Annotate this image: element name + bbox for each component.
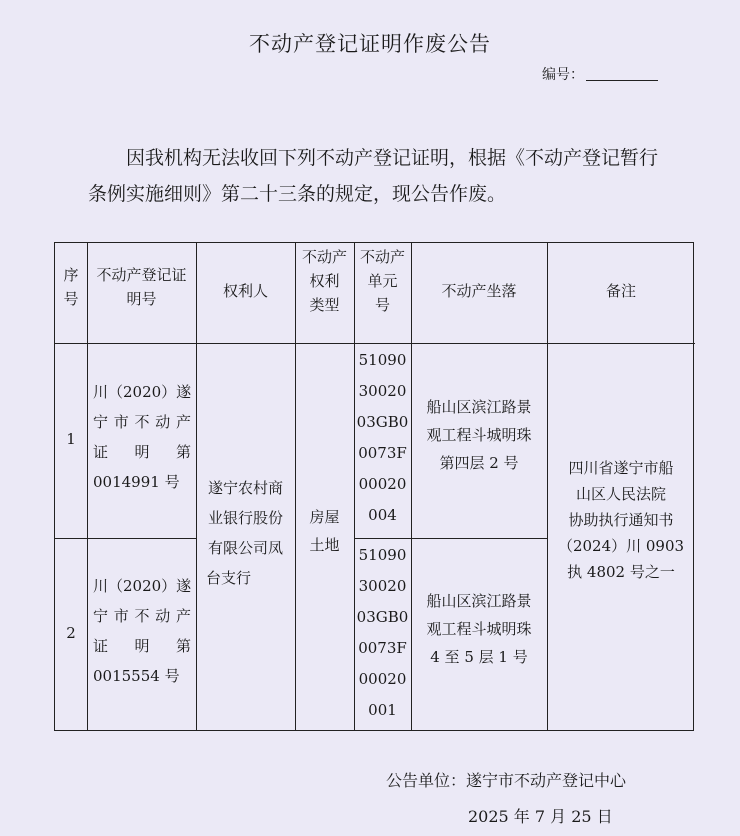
document-number-label: 编号： — [542, 67, 584, 83]
row1-certificate-no: 川（2020）遂 宁市不动产 证 明 第 0014991 号 — [93, 383, 192, 491]
row1-unit-no: 51090 30020 03GB0 0073F 00020 004 — [356, 351, 409, 524]
header-holder: 权利人 — [222, 282, 268, 300]
row2-certificate-no: 川（2020）遂 宁市不动产 证 明 第 0015554 号 — [93, 577, 192, 685]
row2-unit-no: 51090 30020 03GB0 0073F 00020 001 — [356, 546, 409, 719]
document-number-blank — [586, 66, 658, 81]
header-note: 备注 — [605, 282, 636, 300]
intro-line-1: 因我机构无法收回下列不动产登记证明，根据《不动产登记暂行 — [126, 147, 659, 169]
header-right-type: 不动产 权利 类型 — [301, 248, 347, 314]
header-certificate-no: 不动产登记证 明号 — [96, 266, 187, 308]
document-number — [542, 64, 658, 84]
row1-location: 船山区滨江路景 观工程斗城明珠 第四层 2 号 — [426, 398, 532, 472]
issuing-unit: 公告单位：遂宁市不动产登记中心 — [386, 771, 627, 790]
intro-line-2: 条例实施细则》第二十三条的规定，现公告作废。 — [88, 183, 507, 205]
row1-seq: 1 — [66, 430, 76, 448]
header-location: 不动产坐落 — [441, 282, 517, 300]
remarks: 四川省遂宁市船 山区人民法院 协助执行通知书 （2024）川 0903 执 4802 号之一 — [557, 459, 685, 581]
row2-location: 船山区滨江路景 观工程斗城明珠 4 至 5 层 1 号 — [426, 592, 532, 666]
rights-holder: 遂宁农村商 业银行股份 有限公司凤 台支行 — [206, 479, 283, 587]
table-row-divider — [55, 538, 196, 539]
page-title: 不动产登记证明作废公告 — [249, 32, 491, 56]
table-row-divider — [354, 538, 547, 539]
certificate-table — [54, 242, 694, 731]
header-unit-no: 不动产 单元 号 — [359, 248, 405, 314]
header-seq: 序 号 — [63, 266, 79, 308]
table-column-divider — [87, 243, 88, 730]
row2-seq: 2 — [66, 624, 76, 642]
right-type: 房屋 土地 — [309, 508, 340, 554]
table-header-divider — [55, 343, 695, 344]
issue-date: 2025 年 7 月 25 日 — [468, 807, 613, 826]
